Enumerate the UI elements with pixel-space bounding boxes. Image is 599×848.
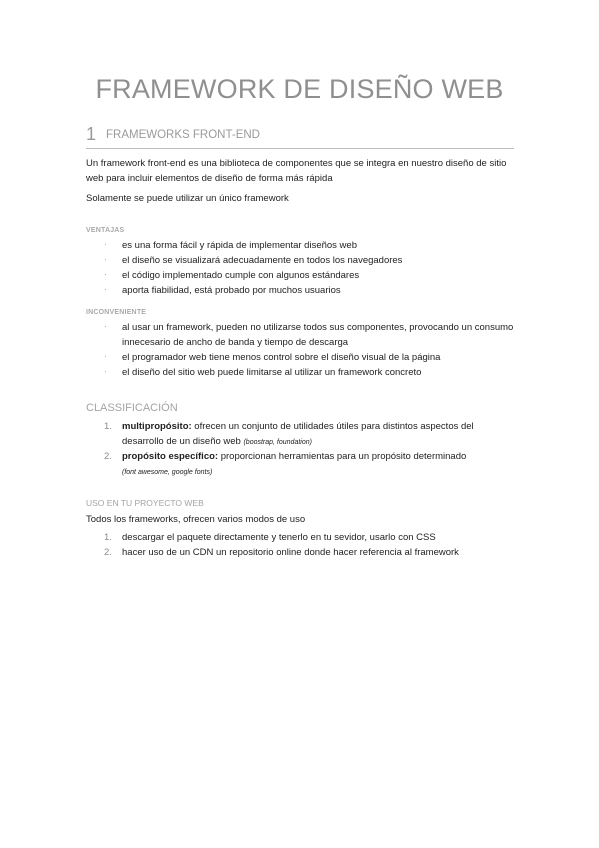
inconveniente-item	[104, 350, 514, 365]
ventajas-item-text: aporta fiabilidad, está probado por muchos usuarios	[122, 285, 341, 296]
ventajas-item	[104, 283, 514, 298]
ventajas-item-text: el diseño se visualizará adecuadamente en todos los navegadores	[122, 255, 403, 266]
ventajas-item	[104, 268, 514, 283]
bullet-marker: ·	[104, 239, 107, 249]
section-number: 1	[86, 124, 97, 144]
ventajas-item-text: es una forma fácil y rápida de implementar diseños web	[122, 240, 357, 251]
list-number: 1.	[104, 532, 112, 543]
clasificacion-heading: CLASSIFICACIÓN	[86, 402, 178, 414]
uso-item-text: descargar el paquete directamente y tenerlo en tu sevidor, usarlo con CSS	[122, 532, 436, 543]
inconveniente-heading: INCONVENIENTE	[86, 309, 147, 316]
document-title: FRAMEWORK DE DISEÑO WEB	[95, 74, 504, 104]
inconveniente-item	[104, 320, 514, 350]
clasificacion-examples: (boostrap, foundation)	[243, 439, 312, 446]
clasificacion-item-text	[122, 419, 516, 450]
clasificacion-examples: (font awesome, google fonts)	[122, 469, 213, 476]
bullet-marker: ·	[104, 284, 107, 294]
intro-paragraph: Un framework front-end es una biblioteca de componentes que se integra en nuestro diseño de sitio web para incluir elementos de diseño de forma más rápida	[86, 158, 507, 184]
section-heading	[86, 122, 514, 149]
intro-paragraph-2: Solamente se puede utilizar un único framework	[86, 193, 289, 204]
clasificacion-desc: proporcionan herramientas para un propósito determinado	[218, 451, 467, 462]
bullet-marker: ·	[104, 269, 107, 279]
bullet-marker: ·	[104, 254, 107, 264]
bullet-marker: ·	[104, 366, 107, 376]
ventajas-item-text: el código implementado cumple con algunos estándares	[122, 270, 360, 281]
uso-intro: Todos los frameworks, ofrecen varios modos de uso	[86, 514, 306, 525]
uso-item	[104, 545, 516, 560]
ventajas-item	[104, 238, 514, 253]
clasificacion-desc: ofrecen un conjunto de utilidades útiles para distintos aspectos del desarrollo de un diseño web	[122, 421, 474, 447]
list-number: 1.	[104, 421, 112, 432]
bullet-marker: ·	[104, 351, 107, 361]
clasificacion-item	[104, 449, 516, 480]
clasificacion-item	[104, 419, 516, 450]
ventajas-heading: VENTAJAS	[86, 227, 125, 234]
clasificacion-term: propósito específico:	[122, 451, 219, 462]
uso-heading: USO EN TU PROYECTO WEB	[86, 498, 204, 508]
uso-item	[104, 530, 516, 545]
list-number: 2.	[104, 451, 112, 462]
clasificacion-item-text	[122, 449, 516, 480]
ventajas-item	[104, 253, 514, 268]
inconveniente-item-text: el diseño del sitio web puede limitarse al utilizar un framework concreto	[122, 367, 422, 378]
uso-item-text: hacer uso de un CDN un repositorio online donde hacer referencia al framework	[122, 547, 459, 558]
list-number: 2.	[104, 547, 112, 558]
bullet-marker: ·	[104, 321, 107, 331]
section-title: FRAMEWORKS FRONT-END	[106, 129, 260, 141]
inconveniente-item-text: al usar un framework, pueden no utilizarse todos sus componentes, provocando un consumo innecesario de ancho de banda y tiempo de descarga	[122, 322, 514, 348]
inconveniente-item	[104, 365, 514, 380]
inconveniente-item-text: el programador web tiene menos control sobre el diseño visual de la página	[122, 352, 441, 363]
clasificacion-term: multipropósito:	[122, 421, 192, 432]
